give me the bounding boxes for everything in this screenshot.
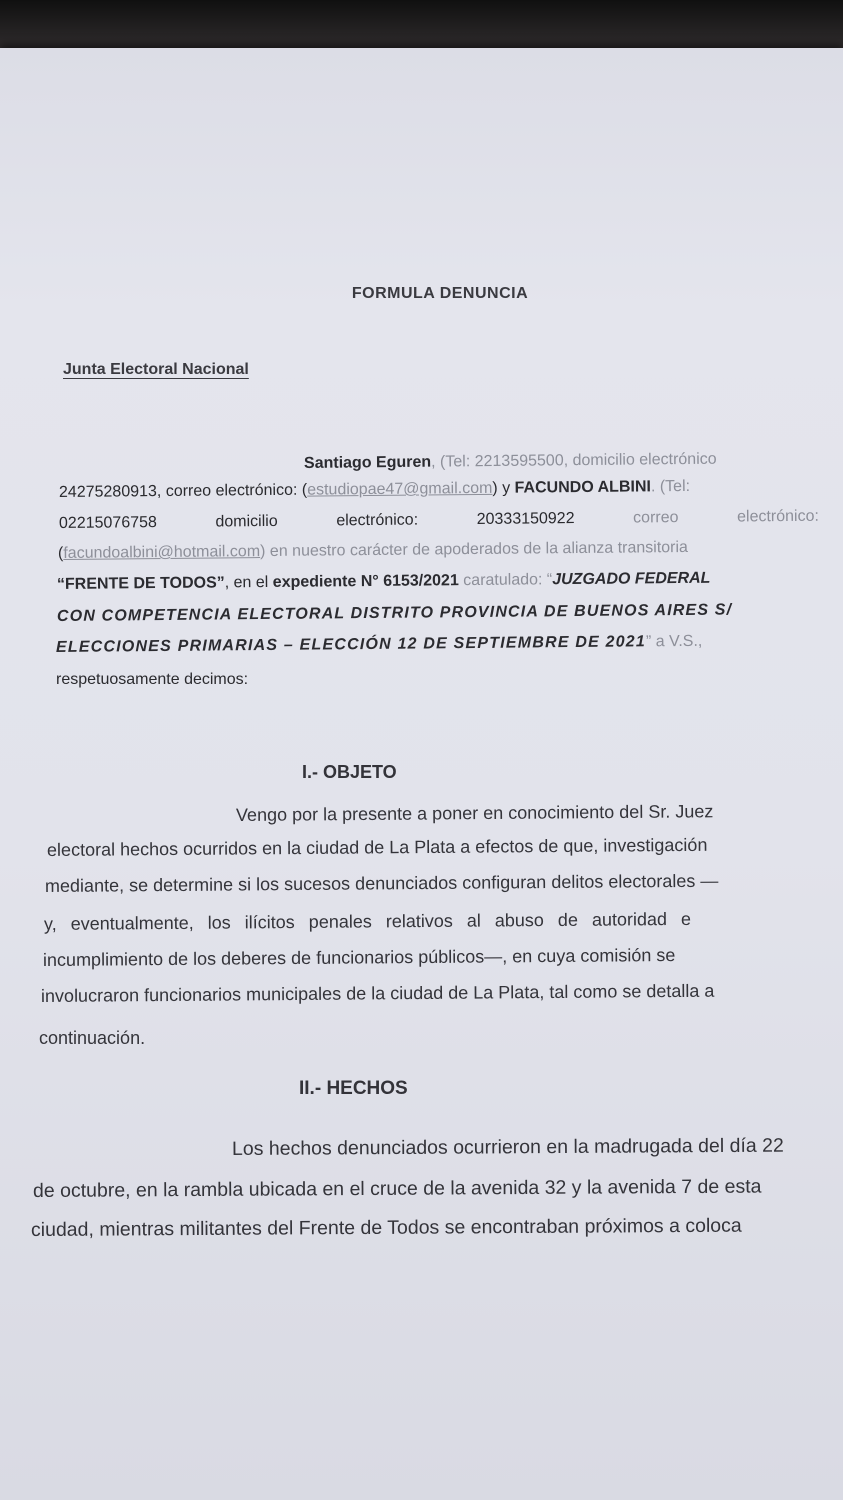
intro-line-2: 24275280913, correo electrónico: (estudiopae47@gmail.com) y FACUNDO ALBINI. (Tel: [58,477,691,501]
case-title-line-3: ELECCIONES PRIMARIAS – ELECCIÓN 12 DE SEPTIEMBRE DE 2021 [55,633,647,656]
hechos-line-2: de octubre, en la rambla ubicada en el cruce de la avenida 32 y la avenida 7 de esta [32,1175,762,1202]
electronic-domicile-2: 20333150922 [476,510,575,528]
objeto-line-4: y, eventualmente, los ilícitos penales relativos al abuso de autoridad e [43,908,692,934]
case-number: expediente N° 6153/2021 [272,572,459,591]
document-title: FORMULA DENUNCIA [351,285,529,302]
section-heading-objeto: I.- OBJETO [302,762,397,782]
hechos-line-1: Los hechos denunciados ocurrieron en la madrugada del día 22 [231,1134,784,1160]
name-albini: FACUNDO ALBINI [514,478,651,497]
objeto-line-5: incumplimiento de los deberes de funcionarios públicos—, en cuya comisión se [42,945,676,970]
phone-1: 2213595500 [474,452,564,471]
hechos-line-3: ciudad, mientras militantes del Frente de Todos se encontraban próximos a coloca [30,1214,742,1241]
intro-line-1: Santiago Eguren, (Tel: 2213595500, domicilio electrónico [303,450,717,472]
objeto-line-2: electoral hechos ocurridos en la ciudad de La Plata a efectos de que, investigación [46,834,708,860]
section-heading-hechos: II.- HECHOS [299,1078,408,1099]
name-eguren: Santiago Eguren [303,453,432,472]
case-title-line-2: CON COMPETENCIA ELECTORAL DISTRITO PROVINCIA DE BUENOS AIRES S/ [56,601,733,625]
objeto-line-1: Vengo por la presente a poner en conocimiento del Sr. Juez [235,801,714,825]
objeto-line-3: mediante, se determine si los sucesos denunciados configuran delitos electorales — [44,870,719,896]
addressee: Junta Electoral Nacional [63,361,249,378]
intro-line-3: 02215076758 domicilio electrónico: 20333150922 correo electrónico: [58,507,819,532]
intro-closing: respetuosamente decimos: [56,671,249,688]
objeto-line-7: continuación. [39,1028,146,1048]
email-1: estudiopae47@gmail.com [307,479,493,499]
objeto-line-6: involucraron funcionarios municipales de la ciudad de La Plata, tal como se detalla a [40,980,715,1006]
electronic-domicile-1: 24275280913 [58,483,157,501]
intro-line-5: “FRENTE DE TODOS”, en el expediente N° 6153/2021 caratulado: “JUZGADO FEDERAL [56,569,711,593]
phone-2: 02215076758 [58,514,157,532]
intro-line-7: ELECCIONES PRIMARIAS – ELECCIÓN 12 DE SEPTIEMBRE DE 2021” a V.S., [55,632,703,656]
intro-line-4: (facundoalbini@hotmail.com) en nuestro carácter de apoderados de la alianza transitoria [57,538,688,562]
alliance-name: “FRENTE DE TODOS” [56,574,225,593]
document-page [0,48,843,1500]
email-2: facundoalbini@hotmail.com [63,543,261,562]
